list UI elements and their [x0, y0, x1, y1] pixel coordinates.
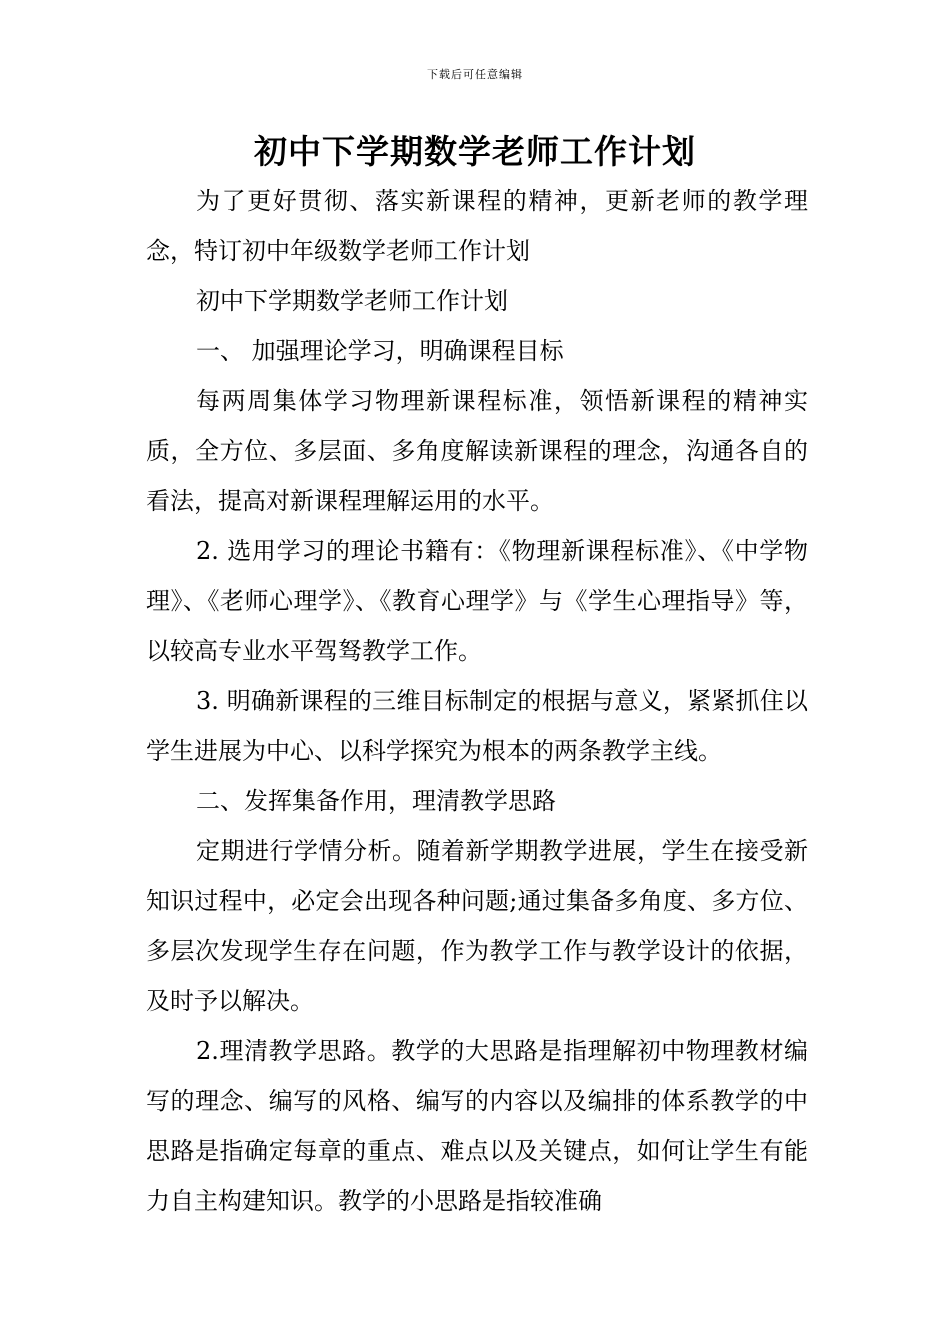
paragraph-1-3: 3. 明确新课程的三维目标制定的根据与意义，紧紧抓住以学生进展为中心、以科学探究为根本的两条教学主线。	[146, 687, 808, 765]
paragraph-1-1: 每两周集体学习物理新课程标准，领悟新课程的精神实质，全方位、多层面、多角度解读新课程的理念，沟通各自的看法，提高对新课程理解运用的水平。	[146, 387, 808, 515]
document-title: 初中下学期数学老师工作计划	[254, 132, 696, 171]
paragraph-2-1: 定期进行学情分析。随着新学期教学进展，学生在接受新知识过程中，必定会出现各种问题;通过集备多角度、多方位、多层次发现学生存在问题，作为教学工作与教学设计的依据，及时予以解决。	[146, 837, 808, 1015]
download-note: 下载后可任意编辑	[427, 68, 523, 81]
paragraph-subtitle: 初中下学期数学老师工作计划	[196, 287, 508, 315]
section-heading-1: 一、 加强理论学习，明确课程目标	[196, 337, 564, 365]
paragraph-2-2: 2.理清教学思路。教学的大思路是指理解初中物理教材编写的理念、编写的风格、编写的内容以及编排的体系教学的中思路是指确定每章的重点、难点以及关键点，如何让学生有能力自主构建知识。教学的小思路是指较准确	[146, 1037, 808, 1215]
document-body	[146, 176, 808, 1226]
paragraph-intro: 为了更好贯彻、落实新课程的精神，更新老师的教学理念，特订初中年级数学老师工作计划	[146, 187, 808, 265]
section-heading-2: 二、发挥集备作用，理清教学思路	[196, 787, 556, 815]
paragraph-1-2: 2. 选用学习的理论书籍有：《物理新课程标准》、《中学物理》、《老师心理学》、《教育心理学》与《学生心理指导》等，以较高专业水平驾驽教学工作。	[146, 537, 808, 665]
